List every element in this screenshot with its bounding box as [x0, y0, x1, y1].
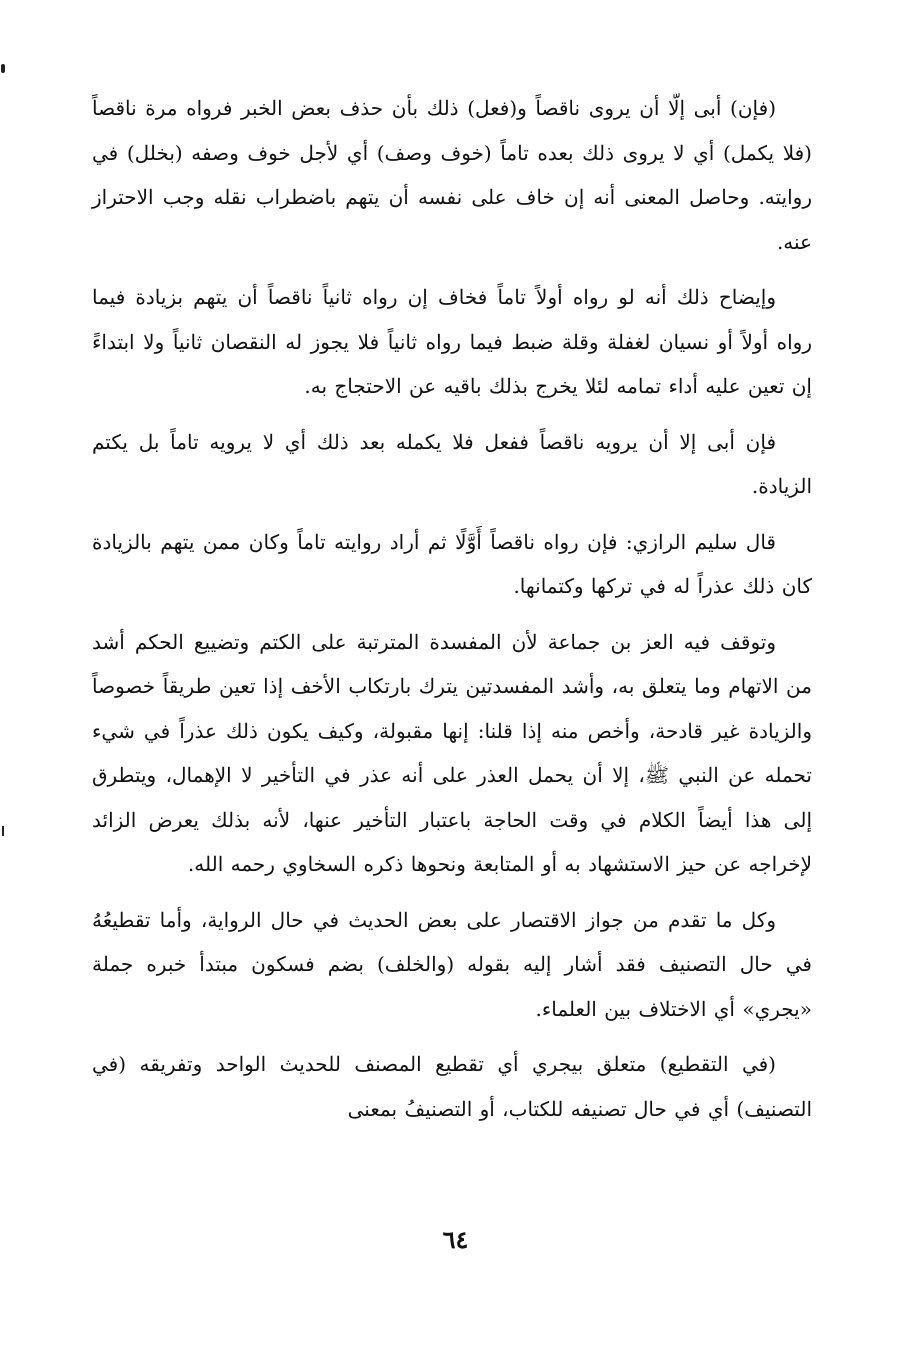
paragraph-4: قال سليم الرازي: فإن رواه ناقصاً أَوَّلًا ثم أراد روايته تاماً وكان ممن يتهم بالزيادة كان ذلك عذراً له في تركها وكتمانها.	[92, 529, 812, 598]
paragraph-6: وكل ما تقدم من جواز الاقتصار على بعض الحديث في حال الرواية، وأما تقطيعُهُ في حال التصنيف فقد أشار إليه بقوله (والخلف) بضم فسكون مبتدأ خبره جملة «يجري» أي الاختلاف بين العلماء.	[92, 907, 812, 1021]
scan-edge-mark	[1, 64, 5, 73]
body-text	[92, 86, 812, 1142]
scan-edge-mark	[2, 826, 4, 836]
page-number: ٦٤	[442, 1225, 469, 1254]
paragraph-2: وإيضاح ذلك أنه لو رواه أولاً تاماً فخاف إن رواه ثانياً ناقصاً أن يتهم بزيادة فيما رواه أولاً أو نسيان لغفلة وقلة ضبط فيما رواه ثانياً فلا يجوز له النقصان ثانياً ولا ابتداءً إن تعين عليه أداء تمامه لئلا يخرج بذلك باقيه عن الاحتجاج به.	[92, 285, 812, 398]
paragraph-3: فإن أبى إلا أن يرويه ناقصاً ففعل فلا يكمله بعد ذلك أي لا يرويه تاماً بل يكتم الزيادة.	[92, 429, 812, 498]
paragraph-5: وتوقف فيه العز بن جماعة لأن المفسدة المترتبة على الكتم وتضييع الحكم أشد من الاتهام وما يتعلق به، وأشد المفسدتين يترك بارتكاب الأخف إذا تعين طريقاً خصوصاً والزيادة غير قادحة، وأخص منه إذا قلنا: إنها مقبولة، وكيف يكون ذلك عذراً في شيء تحمله عن النبي ﷺ، إلا أن يحمل العذر على أنه عذر في التأخير لا الإهمال، ويتطرق إلى هذا أيضاً الكلام في وقت الحاجة باعتبار التأخير عنها، لأنه بذلك يعرض الزائد لإخراجه عن حيز الاستشهاد به أو المتابعة ونحوها ذكره السخاوي رحمه الله.	[92, 629, 812, 876]
paragraph-7: (في التقطيع) متعلق بيجري أي تقطيع المصنف للحديث الواحد وتفريقه (في التصنيف) أي في حال تصنيفه للكتاب، أو التصنيفُ بمعنى	[92, 1052, 812, 1121]
paragraph-1: (فإن) أبى إلّا أن يروى ناقصاً و(فعل) ذلك بأن حذف بعض الخبر فرواه مرة ناقصاً (فلا يكمل) أي لا يروى ذلك بعده تاماً (خوف وصف) أي لأجل خوف وصفه (بخلل) في روايته. وحاصل المعنى أنه إن خاف على نفسه أن يتهم باضطراب نقله وجب الاحتراز عنه.	[92, 96, 812, 254]
